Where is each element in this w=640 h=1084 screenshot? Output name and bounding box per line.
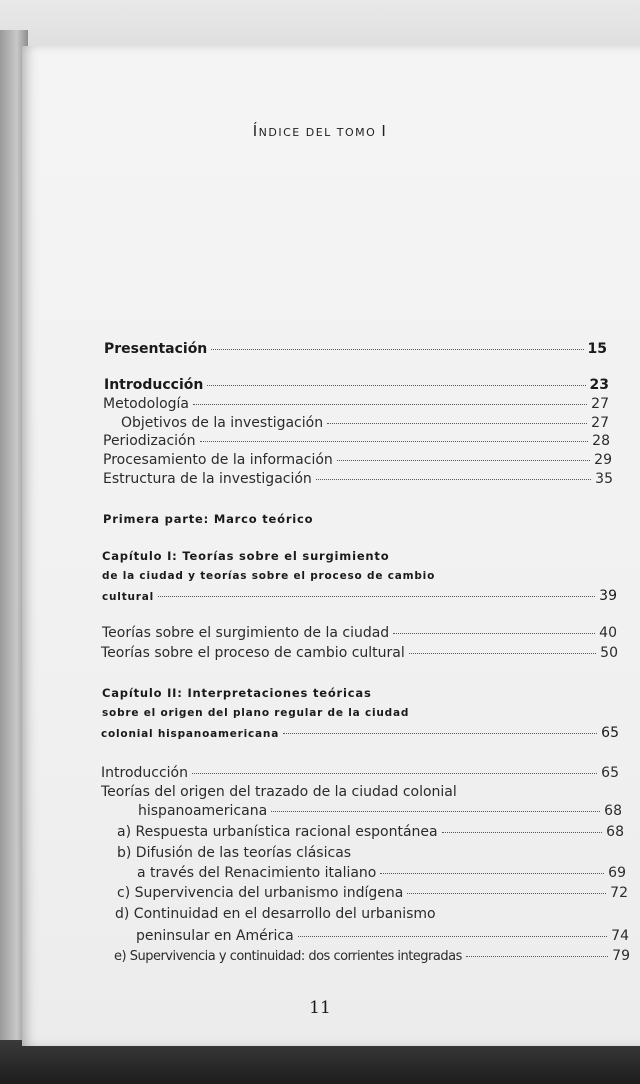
chapter-2-heading-line-1: Capítulo II: Interpretaciones teóricas [102,686,372,700]
chapter-2-heading-line-2: sobre el origen del plano regular de la ciudad [102,707,410,719]
chapter-2-item: a través del Renacimiento italiano 69 [137,865,626,881]
toc-entry-estructura: Estructura de la investigación 35 [103,471,613,487]
chapter-2-item: Teorías del origen del trazado de la ciudad colonial [101,784,457,800]
toc-entry-objetivos: Objetivos de la investigación 27 [121,415,609,431]
chapter-2-heading-line-3: colonial hispanoamericana 65 [101,725,619,741]
page-number: 11 [309,998,331,1018]
chapter-2-item: d) Continuidad en el desarrollo del urbanismo [115,906,436,922]
chapter-1-item: Teorías sobre el proceso de cambio cultural 50 [101,645,618,661]
chapter-2-item: a) Respuesta urbanística racional espontánea 68 [117,824,624,840]
page-title: ÍNDICE DEL TOMO I [252,122,388,140]
chapter-1-heading-line-3: cultural 39 [102,588,617,604]
chapter-2-item: hispanoamericana 68 [138,803,622,819]
toc-entry-periodizacion: Periodización 28 [103,433,610,449]
toc-entry-procesamiento: Procesamiento de la información 29 [103,452,612,468]
chapter-2-item: c) Supervivencia del urbanismo indígena 72 [117,885,628,901]
background-dark-strip [0,1040,640,1084]
toc-entry-presentacion: Presentación 15 [104,341,607,357]
toc-entry-metodologia: Metodología 27 [103,396,609,412]
chapter-2-item: e) Supervivencia y continuidad: dos corrientes integradas 79 [114,948,630,964]
chapter-2-item: b) Difusión de las teorías clásicas [117,845,352,861]
chapter-2-item: Introducción 65 [101,765,619,781]
toc-entry-introduccion: Introducción 23 [104,377,609,393]
chapter-1-heading-line-1: Capítulo I: Teorías sobre el surgimiento [102,549,390,563]
chapter-2-item: peninsular en América 74 [136,928,629,944]
chapter-1-item: Teorías sobre el surgimiento de la ciudad 40 [102,625,617,641]
chapter-1-heading-line-2: de la ciudad y teorías sobre el proceso de cambio [102,570,436,582]
part-heading: Primera parte: Marco teórico [103,512,314,526]
